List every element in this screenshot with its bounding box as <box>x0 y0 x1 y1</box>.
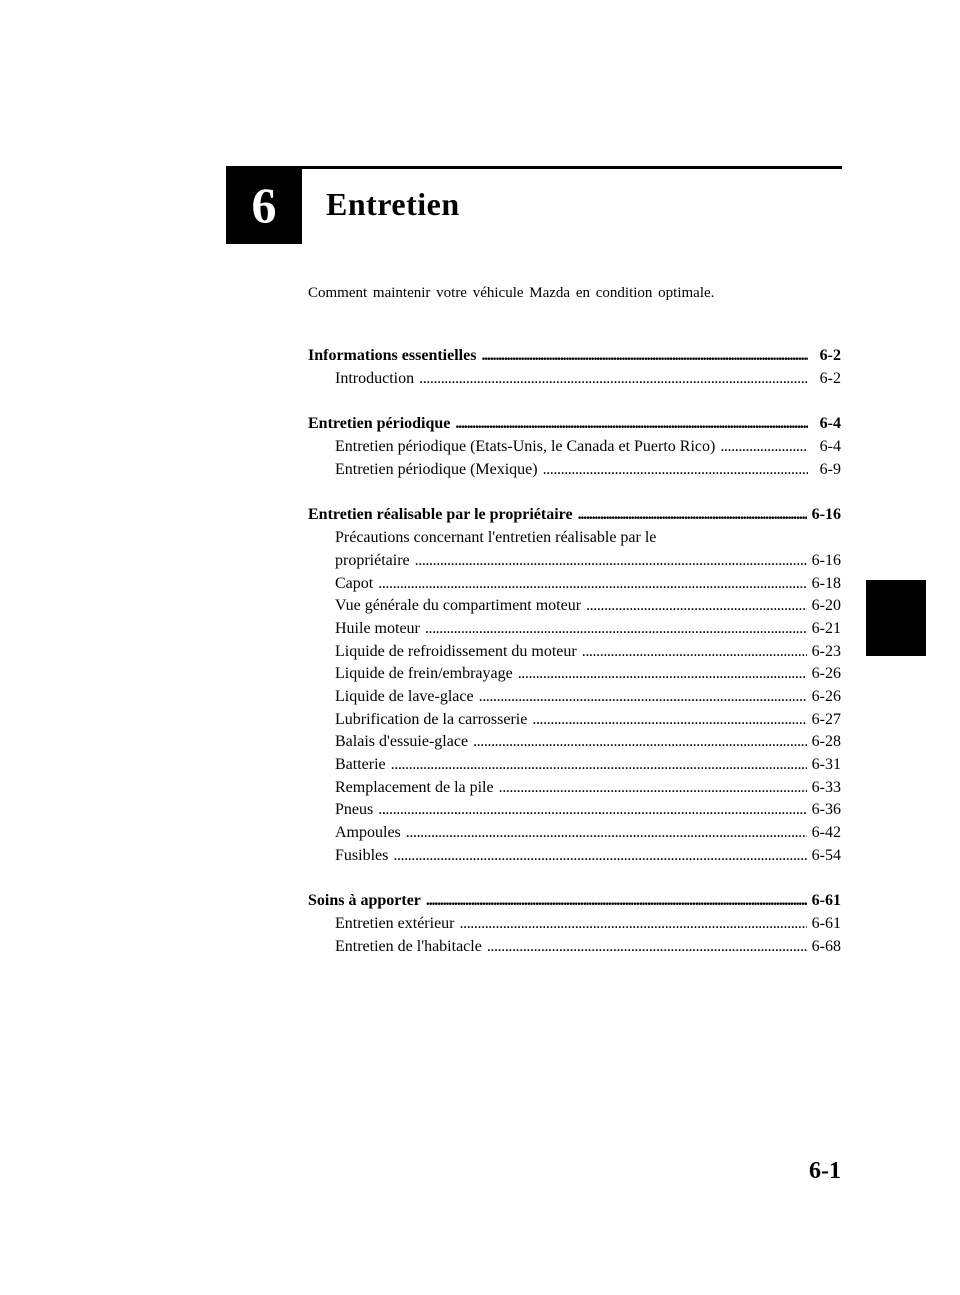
leader-dots <box>393 845 806 868</box>
toc-item[interactable] <box>308 368 841 391</box>
toc-item[interactable] <box>308 527 841 550</box>
toc-item-continued[interactable] <box>308 550 841 573</box>
toc-section-page: 6-4 <box>819 415 841 433</box>
toc-item-page: 6-61 <box>811 915 841 933</box>
toc-item[interactable] <box>308 731 841 754</box>
toc-item-page: 6-26 <box>811 687 841 705</box>
toc-item-page: 6-36 <box>811 801 841 819</box>
toc-item-page: 6-28 <box>811 733 841 751</box>
leader-dots <box>455 413 808 436</box>
toc-item-page: 6-9 <box>819 460 841 478</box>
toc-item-page: 6-20 <box>811 597 841 615</box>
leader-dots <box>720 436 808 459</box>
toc-item-page: 6-16 <box>811 551 841 569</box>
toc-item[interactable] <box>308 913 841 936</box>
toc-item[interactable] <box>308 754 841 777</box>
chapter-header-rule <box>302 166 842 169</box>
toc-item[interactable] <box>308 641 841 664</box>
toc-item-label: Liquide de lave-glace <box>335 687 474 705</box>
toc-item-label-cont: propriétaire <box>335 551 410 569</box>
leader-dots <box>378 799 806 822</box>
leader-dots <box>473 731 807 754</box>
chapter-title: Entretien <box>326 186 460 222</box>
toc-item-label: Fusibles <box>335 846 389 864</box>
toc-item-page: 6-26 <box>811 665 841 683</box>
leader-dots <box>578 504 807 527</box>
leader-dots <box>518 663 807 686</box>
chapter-number: 6 <box>251 177 277 233</box>
table-of-contents <box>308 345 841 959</box>
toc-item-label: Huile moteur <box>335 619 420 637</box>
section-gap <box>308 390 841 413</box>
page-number: 6-1 <box>809 1158 841 1184</box>
toc-section[interactable] <box>308 504 841 527</box>
leader-dots <box>391 754 807 777</box>
toc-item-page: 6-42 <box>811 824 841 842</box>
leader-dots <box>487 936 807 959</box>
toc-section-page: 6-2 <box>819 347 841 364</box>
toc-item-label: Introduction <box>335 369 415 387</box>
leader-dots <box>499 777 807 800</box>
toc-item[interactable] <box>308 936 841 959</box>
section-gap <box>308 481 841 504</box>
leader-dots <box>415 550 807 573</box>
leader-dots <box>532 709 806 732</box>
toc-item-label: Entretien de l'habitacle <box>335 937 482 955</box>
toc-item[interactable] <box>308 686 841 709</box>
leader-dots <box>543 459 808 482</box>
toc-item[interactable] <box>308 822 841 845</box>
leader-dots <box>481 345 808 368</box>
toc-section-title: Entretien réalisable par le propriétaire <box>308 506 573 524</box>
toc-item-page: 6-33 <box>811 778 841 796</box>
leader-dots <box>582 641 807 664</box>
toc-item[interactable] <box>308 573 841 596</box>
toc-item-label: Entretien extérieur <box>335 915 455 933</box>
toc-item-page: 6-68 <box>811 937 841 955</box>
toc-item-page: 6-2 <box>819 369 841 387</box>
toc-section-page: 6-16 <box>811 506 841 524</box>
toc-item[interactable] <box>308 459 841 482</box>
toc-item-label: Pneus <box>335 801 374 819</box>
toc-item-page: 6-18 <box>811 574 841 592</box>
leader-dots <box>426 890 807 913</box>
toc-item-label: Entretien périodique (Etats-Unis, le Canada et Puerto Rico) <box>335 438 716 456</box>
toc-item-label: Batterie <box>335 756 386 773</box>
toc-item-label: Capot <box>335 574 374 592</box>
toc-item-page: 6-27 <box>811 710 841 728</box>
leader-dots <box>425 618 807 641</box>
chapter-intro: Comment maintenir votre véhicule Mazda en condition optimale. <box>308 285 715 301</box>
toc-section[interactable] <box>308 413 841 436</box>
leader-dots <box>406 822 807 845</box>
toc-item-page: 6-54 <box>811 846 841 864</box>
toc-section[interactable] <box>308 345 841 368</box>
toc-item-page: 6-23 <box>811 642 841 660</box>
toc-item[interactable] <box>308 436 841 459</box>
toc-item[interactable] <box>308 777 841 800</box>
toc-section-title: Soins à apporter <box>308 892 421 910</box>
toc-item[interactable] <box>308 618 841 641</box>
toc-section-page: 6-61 <box>811 892 841 910</box>
leader-dots <box>419 368 808 391</box>
toc-item-label: Liquide de frein/embrayage <box>335 665 513 683</box>
toc-item[interactable] <box>308 709 841 732</box>
toc-item[interactable] <box>308 845 841 868</box>
toc-item-label: Entretien périodique (Mexique) <box>335 460 538 478</box>
chapter-number-box <box>226 166 302 244</box>
toc-item-page: 6-21 <box>811 619 841 637</box>
section-gap <box>308 867 841 890</box>
toc-item-page: 6-4 <box>819 438 841 456</box>
toc-section[interactable] <box>308 890 841 913</box>
toc-section-title: Entretien périodique <box>308 415 451 433</box>
toc-item[interactable] <box>308 663 841 686</box>
toc-item-label: Lubrification de la carrosserie <box>335 710 528 728</box>
toc-item[interactable] <box>308 595 841 618</box>
toc-item[interactable] <box>308 799 841 822</box>
toc-item-label: Remplacement de la pile <box>335 778 494 796</box>
toc-item-label: Ampoules <box>335 824 401 842</box>
chapter-side-tab <box>866 580 926 656</box>
toc-section-title: Informations essentielles <box>308 347 477 364</box>
toc-item-label: Balais d'essuie-glace <box>335 733 469 751</box>
toc-item-label: Précautions concernant l'entretien réalisable par le <box>335 529 657 547</box>
toc-item-label: Vue générale du compartiment moteur <box>335 597 582 615</box>
toc-item-page: 6-31 <box>811 756 841 773</box>
toc-item-label: Liquide de refroidissement du moteur <box>335 642 577 660</box>
leader-dots <box>378 573 806 596</box>
leader-dots <box>479 686 807 709</box>
leader-dots <box>460 913 807 936</box>
leader-dots <box>586 595 807 618</box>
